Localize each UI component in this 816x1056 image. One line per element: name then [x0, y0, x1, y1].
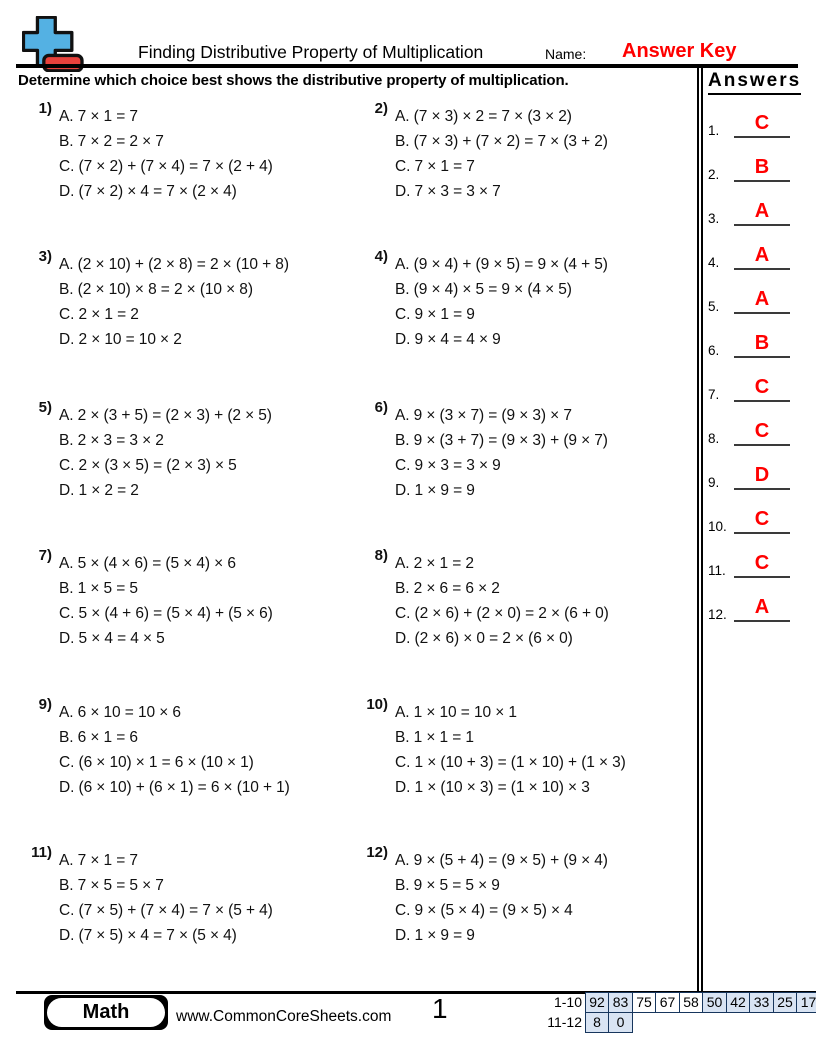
choice: C. 9 × 3 = 3 × 9 [395, 457, 501, 474]
answer-row-9 [708, 457, 800, 490]
score-cell: 67 [655, 992, 680, 1013]
question-number: 3) [38, 248, 52, 265]
answer-number: 8. [708, 431, 720, 446]
choice-list [59, 551, 273, 651]
answer-blank: B [734, 154, 790, 182]
answer-blank: B [734, 330, 790, 358]
choice: D. (7 × 2) × 4 = 7 × (2 × 4) [59, 183, 237, 200]
choice: A. 1 × 10 = 10 × 1 [395, 704, 517, 721]
answer-number: 4. [708, 255, 720, 270]
answer-blank: C [734, 550, 790, 578]
score-cell: 58 [679, 992, 704, 1013]
answer-row-4 [708, 237, 800, 270]
choice: D. (6 × 10) + (6 × 1) = 6 × (10 + 1) [59, 779, 290, 796]
answer-number: 7. [708, 387, 720, 402]
score-range-label: 11-12 [547, 1013, 582, 1030]
score-row-2 [527, 1012, 816, 1033]
question-3 [16, 248, 289, 352]
choice: B. 7 × 5 = 5 × 7 [59, 877, 164, 894]
score-cell: 50 [702, 992, 727, 1013]
question-6 [352, 399, 608, 503]
question-8 [352, 547, 609, 651]
question-number: 11) [31, 844, 52, 861]
page-title: Finding Distributive Property of Multiplication [138, 42, 484, 62]
choice: C. (6 × 10) × 1 = 6 × (10 × 1) [59, 754, 254, 771]
choice: C. 1 × (10 + 3) = (1 × 10) + (1 × 3) [395, 754, 626, 771]
question-1 [16, 100, 273, 204]
question-7 [16, 547, 273, 651]
answer-row-11 [708, 545, 800, 578]
choice-list [395, 403, 608, 503]
choice: C. 5 × (4 + 6) = (5 × 4) + (5 × 6) [59, 605, 273, 622]
choice: D. 9 × 4 = 4 × 9 [395, 331, 501, 348]
choice-list [59, 848, 273, 948]
choice: B. 2 × 3 = 3 × 2 [59, 432, 164, 449]
choice: A. 2 × 1 = 2 [395, 555, 474, 572]
choice: C. 9 × 1 = 9 [395, 306, 475, 323]
answer-number: 10. [708, 519, 727, 534]
answer-blank: A [734, 594, 790, 622]
question-number: 8) [374, 547, 388, 564]
choice-list [395, 252, 608, 352]
answer-key-label: Answer Key [622, 40, 737, 62]
choice-list [59, 700, 290, 800]
question-number: 6) [374, 399, 388, 416]
question-number: 9) [38, 696, 52, 713]
answer-number: 3. [708, 211, 720, 226]
choice: D. 1 × 9 = 9 [395, 482, 475, 499]
choice: C. (7 × 5) + (7 × 4) = 7 × (5 + 4) [59, 902, 273, 919]
choice: D. (2 × 6) × 0 = 2 × (6 × 0) [395, 630, 573, 647]
answer-blank: A [734, 198, 790, 226]
choice: A. (9 × 4) + (9 × 5) = 9 × (4 + 5) [395, 256, 608, 273]
answer-number: 2. [708, 167, 720, 182]
answer-blank: C [734, 110, 790, 138]
choice-list [59, 104, 273, 204]
answer-row-6 [708, 325, 800, 358]
question-10 [352, 696, 626, 800]
choice: A. 5 × (4 × 6) = (5 × 4) × 6 [59, 555, 236, 572]
choice: B. 1 × 1 = 1 [395, 729, 474, 746]
choice: B. (2 × 10) × 8 = 2 × (10 × 8) [59, 281, 253, 298]
answer-blank: A [734, 242, 790, 270]
subject-badge [44, 995, 168, 1030]
website-text: www.CommonCoreSheets.com [176, 1008, 392, 1025]
choice: B. 9 × (3 + 7) = (9 × 3) + (9 × 7) [395, 432, 608, 449]
score-cell: 75 [632, 992, 657, 1013]
score-table [527, 992, 816, 1033]
question-9 [16, 696, 290, 800]
subject-badge-label: Math [47, 998, 165, 1027]
question-2 [352, 100, 608, 204]
choice: C. 2 × (3 × 5) = (2 × 3) × 5 [59, 457, 237, 474]
question-11 [16, 844, 273, 948]
commoncoresheets-logo [22, 16, 86, 77]
choice: C. (2 × 6) + (2 × 0) = 2 × (6 + 0) [395, 605, 609, 622]
choice: D. 1 × 2 = 2 [59, 482, 139, 499]
choice: D. 2 × 10 = 10 × 2 [59, 331, 182, 348]
choice-list [395, 104, 608, 204]
choice: A. 7 × 1 = 7 [59, 852, 138, 869]
choice: D. (7 × 5) × 4 = 7 × (5 × 4) [59, 927, 237, 944]
question-number: 2) [374, 100, 388, 117]
score-cell: 83 [608, 992, 633, 1013]
answers-panel [708, 70, 800, 633]
choice: C. 2 × 1 = 2 [59, 306, 139, 323]
choice: A. 7 × 1 = 7 [59, 108, 138, 125]
answer-number: 9. [708, 475, 720, 490]
score-cell: 33 [749, 992, 774, 1013]
choice: B. 1 × 5 = 5 [59, 580, 138, 597]
answer-number: 11. [708, 563, 726, 578]
answer-blank: C [734, 418, 790, 446]
question-number: 12) [366, 844, 388, 861]
choice: A. 6 × 10 = 10 × 6 [59, 704, 181, 721]
answer-row-5 [708, 281, 800, 314]
question-number: 10) [366, 696, 388, 713]
choice: B. (7 × 3) + (7 × 2) = 7 × (3 + 2) [395, 133, 608, 150]
choice: A. 9 × (5 + 4) = (9 × 5) + (9 × 4) [395, 852, 608, 869]
answer-row-2 [708, 149, 800, 182]
answer-number: 1. [708, 123, 720, 138]
choice-list [59, 403, 272, 503]
score-row-1 [527, 992, 816, 1013]
choice-list [395, 551, 609, 651]
question-4 [352, 248, 608, 352]
answers-column-divider [697, 64, 703, 993]
answer-row-3 [708, 193, 800, 226]
answer-row-8 [708, 413, 800, 446]
score-cell: 92 [585, 992, 610, 1013]
question-number: 7) [38, 547, 52, 564]
score-cell: 25 [773, 992, 798, 1013]
question-5 [16, 399, 272, 503]
choice: B. (9 × 4) × 5 = 9 × (4 × 5) [395, 281, 572, 298]
answers-header: Answers [708, 70, 801, 95]
choice-list [395, 848, 608, 948]
choice: C. (7 × 2) + (7 × 4) = 7 × (2 + 4) [59, 158, 273, 175]
answer-blank: A [734, 286, 790, 314]
choice: A. 9 × (3 × 7) = (9 × 3) × 7 [395, 407, 572, 424]
instruction-text: Determine which choice best shows the distributive property of multiplication. [18, 72, 569, 89]
answer-blank: D [734, 462, 790, 490]
answer-row-12 [708, 589, 800, 622]
question-number: 5) [38, 399, 52, 416]
choice: A. (2 × 10) + (2 × 8) = 2 × (10 + 8) [59, 256, 289, 273]
question-number: 4) [374, 248, 388, 265]
choice: D. 5 × 4 = 4 × 5 [59, 630, 165, 647]
answer-number: 5. [708, 299, 720, 314]
choice-list [59, 252, 289, 352]
choice: A. (7 × 3) × 2 = 7 × (3 × 2) [395, 108, 572, 125]
question-number: 1) [38, 100, 52, 117]
answer-number: 12. [708, 607, 727, 622]
score-cell: 17 [796, 992, 816, 1013]
choice: B. 7 × 2 = 2 × 7 [59, 133, 164, 150]
choice-list [395, 700, 626, 800]
choice: C. 7 × 1 = 7 [395, 158, 475, 175]
choice: C. 9 × (5 × 4) = (9 × 5) × 4 [395, 902, 573, 919]
answer-number: 6. [708, 343, 720, 358]
answer-row-10 [708, 501, 800, 534]
choice: B. 6 × 1 = 6 [59, 729, 138, 746]
score-range-label: 1-10 [553, 994, 582, 1010]
answer-row-7 [708, 369, 800, 402]
page-number: 1 [432, 993, 448, 1024]
score-cell: 42 [726, 992, 751, 1013]
choice: D. 1 × 9 = 9 [395, 927, 475, 944]
question-12 [352, 844, 608, 948]
score-cell: 0 [608, 1012, 633, 1033]
choice: D. 1 × (10 × 3) = (1 × 10) × 3 [395, 779, 590, 796]
answer-row-1 [708, 105, 800, 138]
choice: A. 2 × (3 + 5) = (2 × 3) + (2 × 5) [59, 407, 272, 424]
choice: B. 9 × 5 = 5 × 9 [395, 877, 500, 894]
answer-blank: C [734, 506, 790, 534]
choice: B. 2 × 6 = 6 × 2 [395, 580, 500, 597]
name-label: Name: [545, 46, 587, 62]
header-divider [16, 64, 798, 68]
answer-blank: C [734, 374, 790, 402]
score-cell: 8 [585, 1012, 610, 1033]
choice: D. 7 × 3 = 3 × 7 [395, 183, 501, 200]
